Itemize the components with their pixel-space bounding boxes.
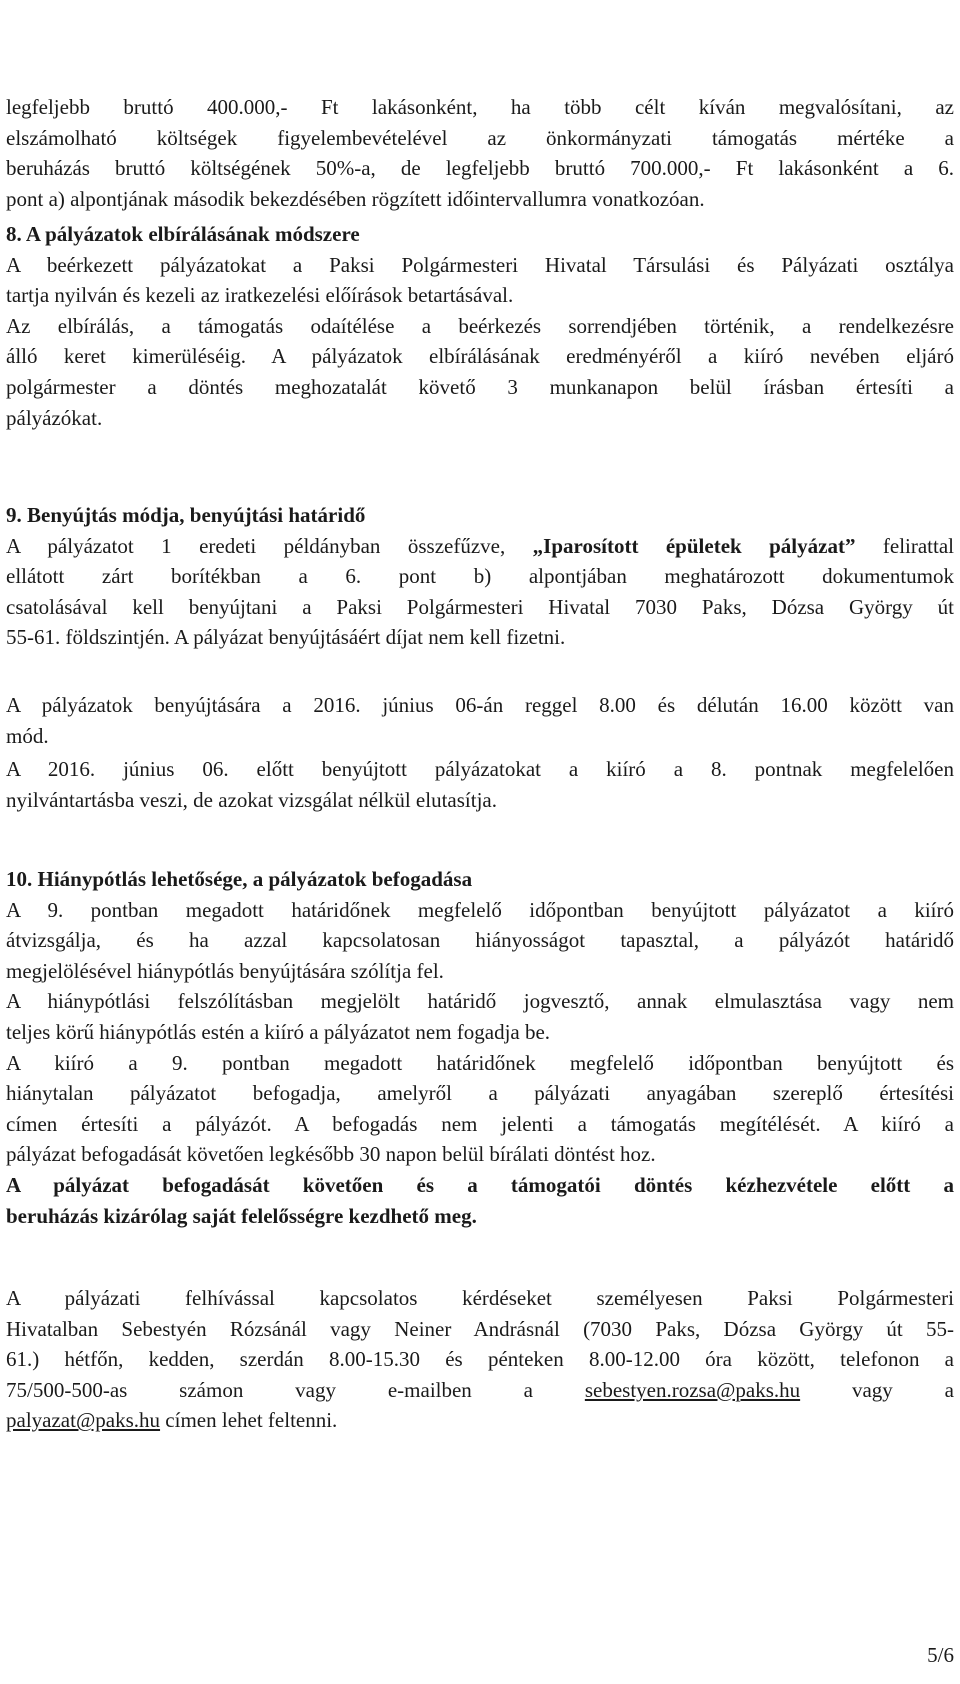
section-9-line	[6, 531, 954, 562]
section-9-early-submission	[6, 754, 954, 815]
intro-line: beruházás bruttó költségének 50%-a, de legfeljebb bruttó 700.000,- Ft lakásonként a 6.	[6, 156, 954, 181]
section-10-bold-line: A pályázat befogadását követően és a támogatói döntés kézhezvétele előtt a	[6, 1172, 954, 1197]
section-8-line: álló keret kimerüléséig. A pályázatok elbírálásának eredményéről a kiíró nevében eljáró	[6, 344, 954, 369]
section-8-line: A beérkezett pályázatokat a Paksi Polgármesteri Hivatal Társulási és Pályázati osztálya	[6, 252, 954, 277]
email-link-palyazat[interactable]: palyazat@paks.hu	[6, 1408, 161, 1433]
section-9-line: A 2016. június 06. előtt benyújtott pályázatokat a kiíró a 8. pontnak megfelelően	[6, 757, 954, 781]
section-10	[6, 864, 954, 1231]
intro-line: elszámolható költségek figyelembevételével az önkormányzati támogatás mértéke a	[6, 125, 954, 150]
section-10-heading: 10. Hiánypótlás lehetősége, a pályázatok befogadása	[6, 867, 473, 891]
intro-paragraph	[6, 92, 954, 214]
section-10-line: A 9. pontban megadott határidőnek megfelelő időpontban benyújtott pályázatot a kiíró	[6, 897, 954, 922]
section-9-bold-title: „Iparosított épületek pályázat”	[532, 533, 856, 558]
contact-text: címen lehet feltenni.	[160, 1408, 338, 1433]
section-8-line: polgármester a döntés meghozatalát követő 3 munkanapon belül írásban értesíti a	[6, 374, 954, 399]
email-link-sebestyen[interactable]: sebestyen.rozsa@paks.hu	[584, 1377, 801, 1402]
section-9-submission-time	[6, 690, 954, 751]
section-8-line: pályázókat.	[6, 405, 103, 430]
section-10-line: megjelölésével hiánypótlás benyújtására szólítja fel.	[6, 958, 444, 983]
page-number: 5/6	[927, 1643, 954, 1667]
section-10-line: A kiíró a 9. pontban megadott határidőnek megfelelő időpontban benyújtott és	[6, 1050, 954, 1075]
section-9	[6, 500, 954, 653]
section-10-line: hiánytalan pályázatot befogadja, amelyről a pályázati anyagában szereplő értesítési	[6, 1081, 954, 1106]
section-9-text: A pályázatot 1 eredeti példányban összefűzve,	[6, 533, 533, 558]
section-9-line: csatolásával kell benyújtani a Paksi Polgármesteri Hivatal 7030 Paks, Dózsa György út	[6, 594, 954, 619]
contact-text: vagy a	[800, 1377, 954, 1402]
contact-text: 75/500-500-as számon vagy e-mailben a	[6, 1377, 585, 1402]
intro-line: pont a) alpontjának második bekezdésében rögzített időintervallumra vonatkozóan.	[6, 186, 705, 211]
section-10-line: címen értesíti a pályázót. A befogadás nem jelenti a támogatás megítélését. A kiíró a	[6, 1111, 954, 1136]
section-10-bold-line: beruházás kizárólag saját felelősségre kezdhető meg.	[6, 1203, 477, 1228]
section-9-line: 55-61. földszintjén. A pályázat benyújtásáért díjat nem kell fizetni.	[6, 625, 566, 650]
section-10-line: A hiánypótlási felszólításban megjelölt határidő jogvesztő, annak elmulasztása vagy nem	[6, 989, 954, 1014]
section-9-line: mód.	[6, 723, 49, 748]
section-10-line: pályázat befogadását követően legkésőbb 30 napon belül bírálati döntést hoz.	[6, 1142, 656, 1167]
contact-line	[6, 1405, 954, 1436]
section-8-line: tartja nyilván és kezeli az iratkezelési előírások betartásával.	[6, 283, 514, 308]
section-9-line: nyilvántartásba veszi, de azokat vizsgálat nélkül elutasítja.	[6, 787, 497, 812]
section-10-line: átvizsgálja, és ha azzal kapcsolatosan hiányosságot tapasztal, a pályázót határidő	[6, 928, 954, 953]
contact-line: 61.) hétfőn, kedden, szerdán 8.00-15.30 és pénteken 8.00-12.00 óra között, telefonon a	[6, 1347, 954, 1372]
contact-line: Hivatalban Sebestyén Rózsánál vagy Neiner Andrásnál (7030 Paks, Dózsa György út 55-	[6, 1316, 954, 1341]
intro-line: legfeljebb bruttó 400.000,- Ft lakásonként, ha több célt kíván megvalósítani, az	[6, 95, 954, 119]
contact-line	[6, 1375, 954, 1406]
section-10-line: teljes körű hiánypótlás estén a kiíró a pályázatot nem fogadja be.	[6, 1019, 551, 1044]
section-9-text: felirattal	[855, 533, 955, 558]
contact-line: A pályázati felhívással kapcsolatos kérdéseket személyesen Paksi Polgármesteri	[6, 1286, 954, 1310]
section-9-line: ellátott zárt borítékban a 6. pont b) alpontjában meghatározott dokumentumok	[6, 564, 954, 589]
section-8-heading: 8. A pályázatok elbírálásának módszere	[6, 222, 360, 246]
section-9-heading: 9. Benyújtás módja, benyújtási határidő	[6, 503, 366, 527]
section-8-line: Az elbírálás, a támogatás odaítélése a beérkezés sorrendjében történik, a rendelkezésre	[6, 313, 954, 338]
section-8	[6, 219, 954, 433]
section-9-line: A pályázatok benyújtására a 2016. június 06-án reggel 8.00 és délután 16.00 között van	[6, 693, 954, 717]
contact-paragraph	[6, 1283, 954, 1436]
